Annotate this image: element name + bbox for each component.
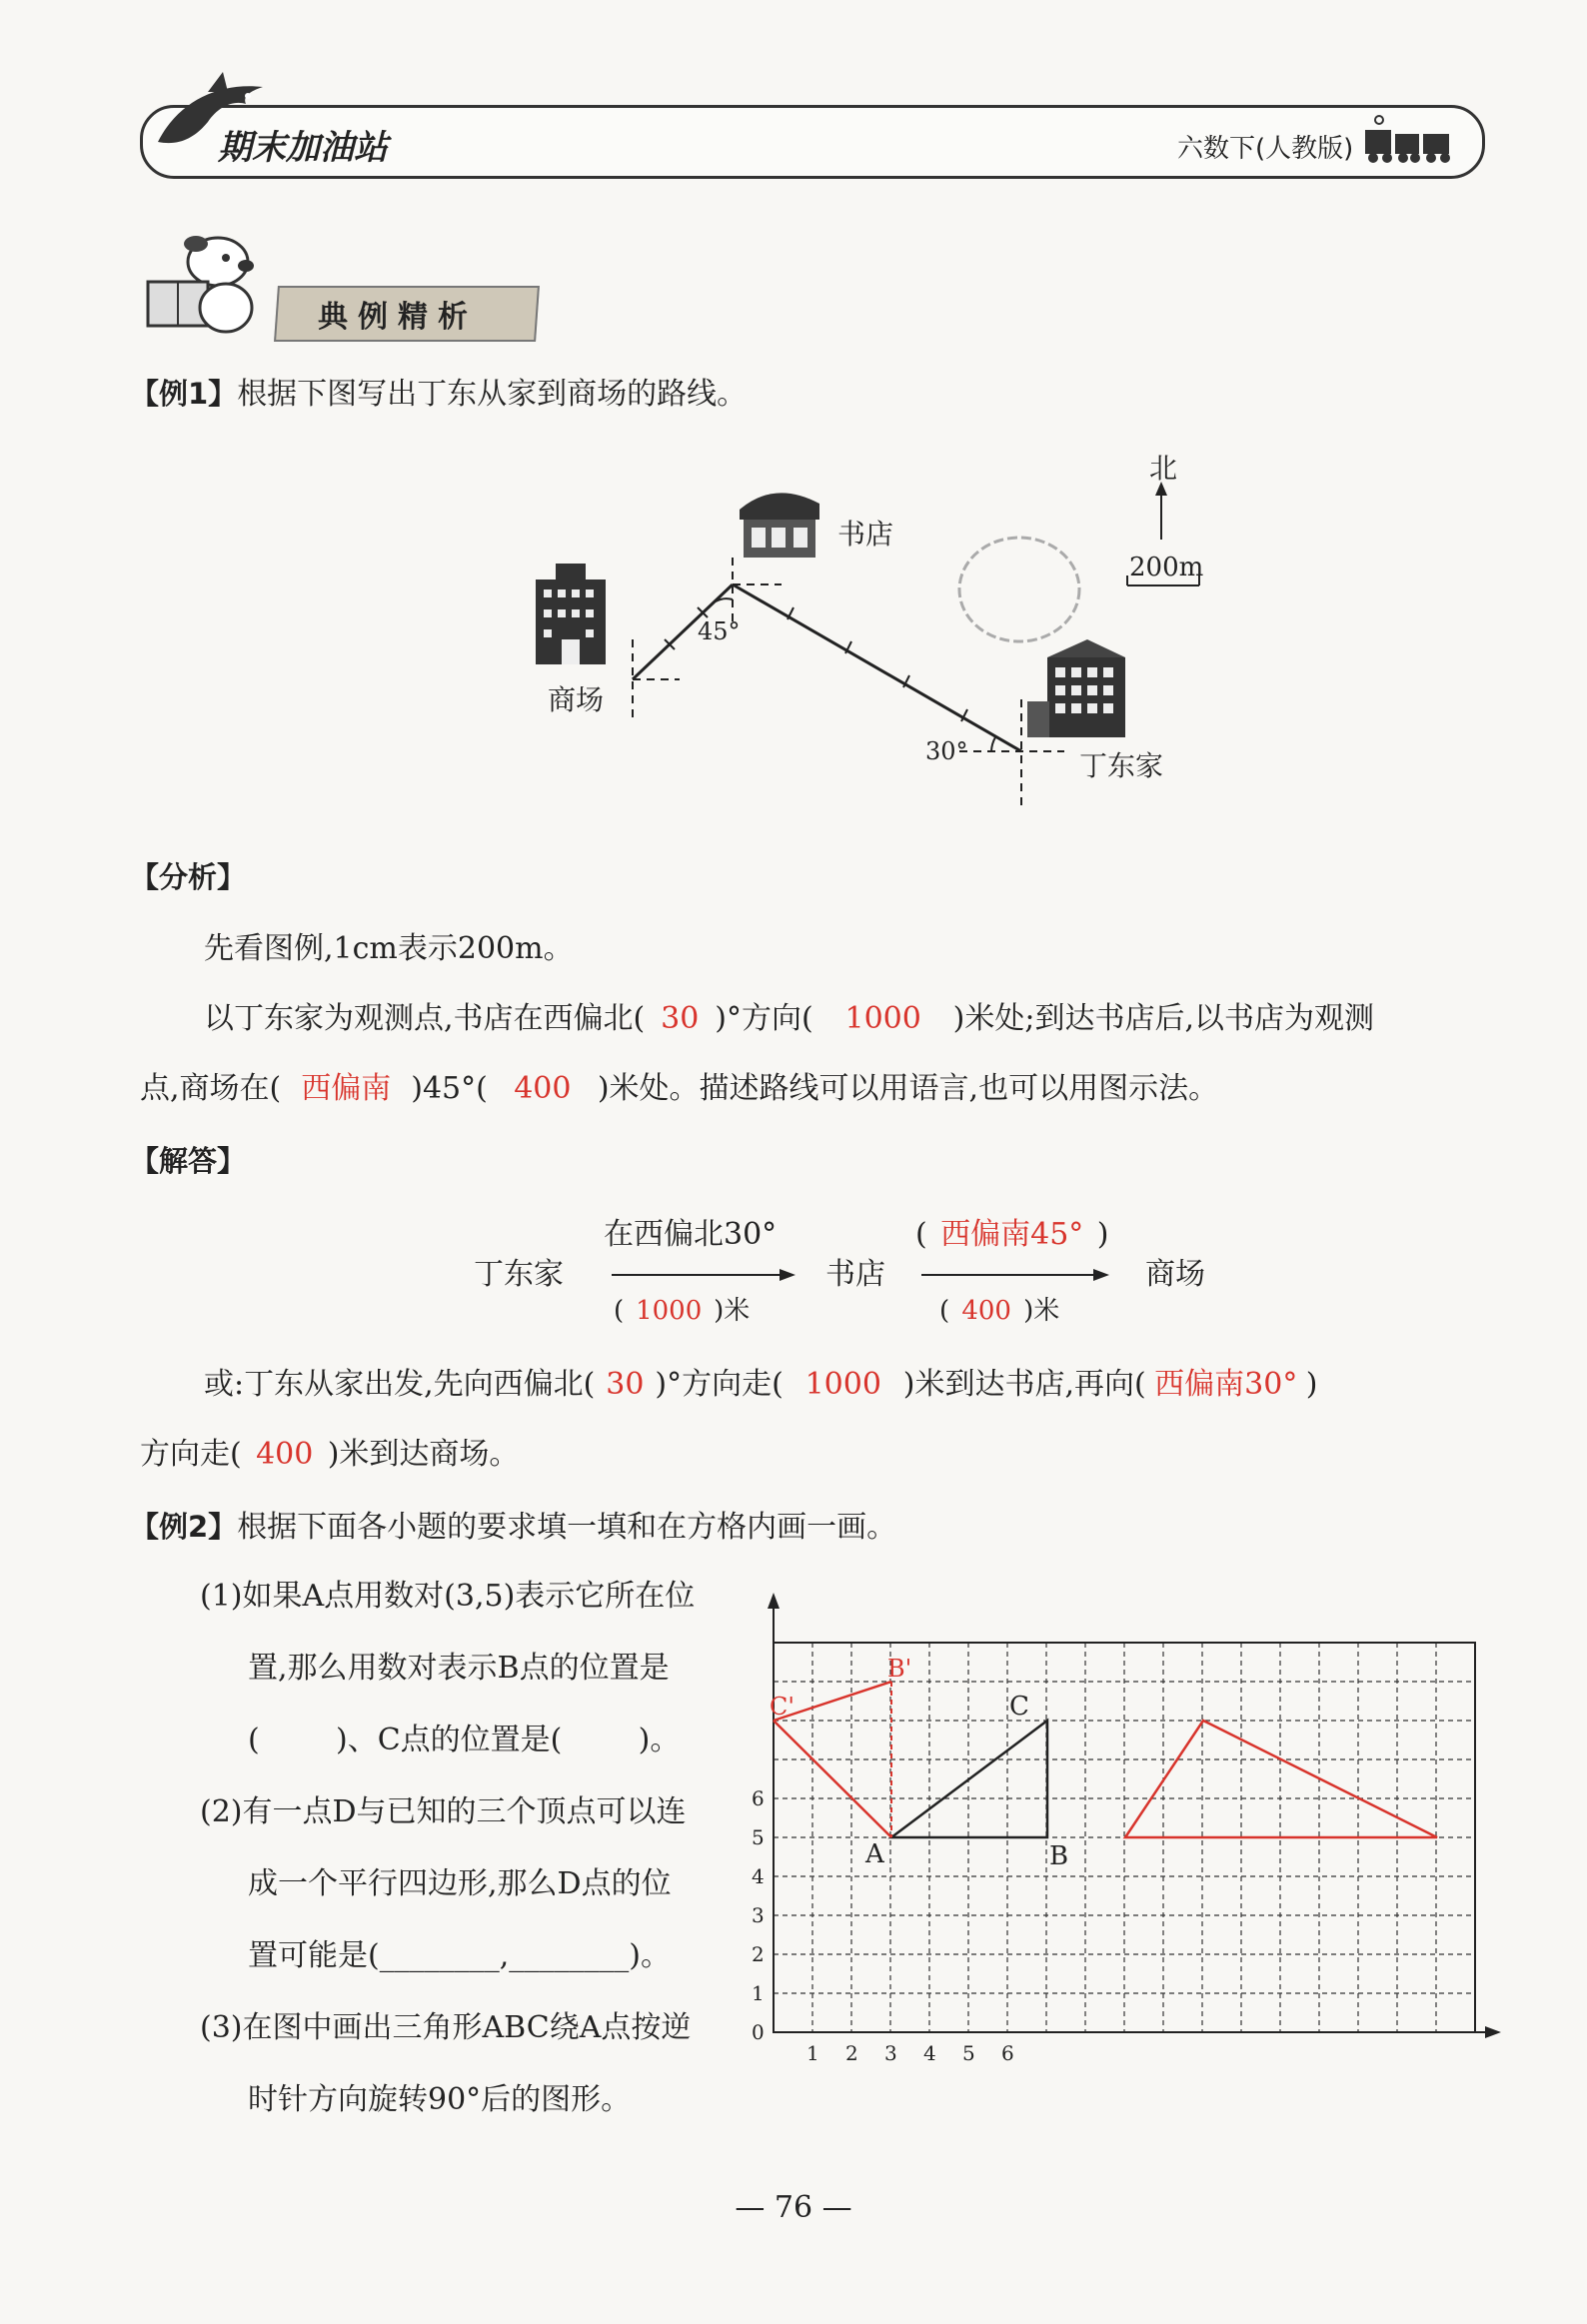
y-tick-label: 5 — [752, 1825, 765, 1849]
header-title: 期末加油站 — [218, 128, 388, 168]
route-mid: 书店 — [825, 1257, 885, 1292]
y-tick-label: 6 — [752, 1786, 765, 1810]
route-arrows — [600, 1261, 1119, 1291]
north-label: 北 — [1149, 452, 1178, 485]
example1-question-text: 根据下图写出丁东从家到商场的路线。 — [237, 377, 748, 412]
page-number: — 76 — — [735, 2190, 852, 2225]
header-grade: 六数下(人教版) — [1177, 134, 1354, 164]
answer-blank: 400 — [961, 1296, 1011, 1326]
point-b-label: B — [1049, 1841, 1069, 1871]
example2-question-text: 根据下面各小题的要求填一填和在方格内画一画。 — [237, 1510, 897, 1545]
example2-question — [130, 1507, 896, 1548]
y-tick-label: 3 — [752, 1903, 765, 1927]
example1-label: 【例1】 — [130, 377, 238, 411]
train-icon — [1359, 112, 1459, 168]
route-map — [500, 440, 1239, 819]
route-start: 丁东家 — [474, 1257, 564, 1292]
y-tick-label: 4 — [752, 1864, 765, 1888]
q3-line2: 时针方向旋转90°后的图形。 — [248, 2082, 632, 2117]
home-label: 丁东家 — [1079, 749, 1164, 782]
analysis-line2: 以丁东家为观测点,书店在西偏北( 30 )°方向( 1000 )米处;到达书店后,以书店为观测 — [204, 999, 1374, 1039]
example2-label: 【例2】 — [130, 1510, 238, 1544]
x-tick-label: 2 — [845, 2041, 858, 2065]
example1-question — [130, 374, 747, 415]
x-tick-label: 4 — [923, 2041, 936, 2065]
answer-label: 【解答】 — [130, 1144, 247, 1178]
analysis-line1: 先看图例,1cm表示200m。 — [204, 931, 574, 966]
route-above2: ( 西偏南45° ) — [915, 1215, 1108, 1255]
mall-label: 商场 — [548, 683, 605, 716]
q2-line3: 置可能是(________,________)。 — [248, 1938, 671, 1973]
coordinate-grid — [740, 1589, 1509, 2068]
section-title: 典例精析 — [318, 300, 478, 335]
dog-mascot — [138, 222, 278, 342]
bookstore-label: 书店 — [837, 518, 894, 551]
x-tick-label: 3 — [884, 2041, 897, 2065]
q2-line1: (2)有一点D与已知的三个顶点可以连 — [200, 1794, 687, 1829]
route-below1: ( 1000 )米 — [614, 1291, 750, 1331]
point-c-label: C — [1009, 1692, 1029, 1722]
point-c-prime-label: C' — [770, 1693, 794, 1721]
route-end: 商场 — [1145, 1257, 1205, 1292]
angle30-label: 30° — [925, 737, 968, 765]
answer-blank: 30 — [606, 1367, 645, 1402]
route-above1: 在西偏北30° — [604, 1217, 778, 1252]
answer-blank: 400 — [256, 1437, 314, 1472]
q1-line2: 置,那么用数对表示B点的位置是 — [248, 1651, 670, 1686]
answer-blank: 1000 — [804, 1367, 881, 1402]
answer-blank: 400 — [514, 1071, 572, 1106]
x-tick-label: 6 — [1001, 2041, 1014, 2065]
y-tick-label: 1 — [752, 1981, 765, 2005]
y-tick-label: 2 — [752, 1942, 765, 1966]
point-a-label: A — [865, 1839, 884, 1869]
answer-blank: 西偏南 — [301, 1071, 392, 1106]
answer-blank: 西偏南30° — [1154, 1367, 1298, 1402]
angle45-label: 45° — [698, 617, 741, 645]
q2-line2: 成一个平行四边形,那么D点的位 — [248, 1866, 672, 1901]
analysis-line3: 点,商场在( 西偏南 )45°( 400 )米处。描述路线可以用语言,也可以用图示法。 — [140, 1069, 1218, 1109]
route-below2: ( 400 )米 — [939, 1291, 1059, 1331]
alt-line2: 方向走( 400 )米到达商场。 — [140, 1435, 519, 1475]
scale-label: 200m — [1129, 553, 1204, 582]
answer-blank: 30 — [661, 1001, 700, 1036]
q1-line3: ( )、C点的位置是( )。 — [248, 1723, 681, 1757]
y-tick-label: 0 — [752, 2020, 765, 2044]
q1-line1: (1)如果A点用数对(3,5)表示它所在位 — [200, 1579, 696, 1614]
x-tick-label: 5 — [962, 2041, 975, 2065]
alt-line1: 或:丁东从家出发,先向西偏北( 30 )°方向走( 1000 )米到达书店,再向( 西偏南30° ) — [204, 1365, 1317, 1405]
answer-blank: 西偏南45° — [940, 1217, 1084, 1252]
answer-blank: 1000 — [636, 1296, 703, 1326]
q3-line1: (3)在图中画出三角形ABC绕A点按逆 — [200, 2010, 692, 2045]
x-tick-label: 1 — [806, 2041, 819, 2065]
analysis-label: 【分析】 — [130, 860, 247, 894]
point-b-prime-label: B' — [887, 1655, 912, 1683]
answer-blank: 1000 — [844, 1001, 921, 1036]
